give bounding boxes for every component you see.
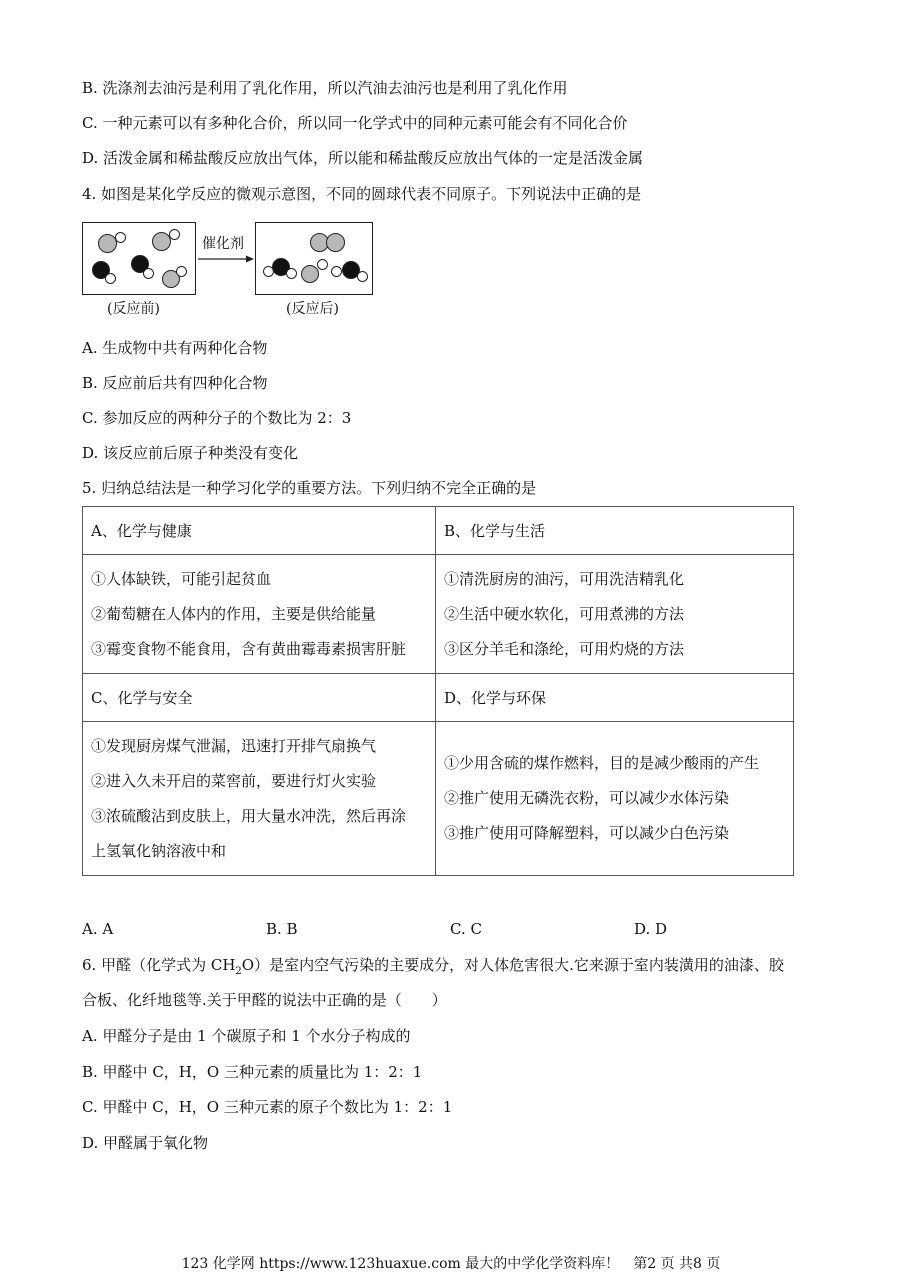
white-atom [331, 266, 342, 277]
white-atom [317, 259, 328, 270]
q4-stem: 4. 如图是某化学反应的微观示意图，不同的圆球代表不同原子。下列说法中正确的是 [82, 185, 642, 203]
gray-atom [326, 233, 345, 252]
q5-option-c: C. C [450, 920, 482, 938]
d-item: ③推广使用可降解塑料，可以减少白色污染 [444, 824, 730, 842]
white-atom [105, 273, 116, 284]
q3-option-d: D. 活泼金属和稀盐酸反应放出气体，所以能和稀盐酸反应放出气体的一定是活泼金属 [82, 149, 644, 167]
cell-a-content [83, 555, 436, 674]
white-atom [115, 232, 126, 243]
d-item: ②推广使用无磷洗衣粉，可以减少水体污染 [444, 789, 730, 807]
b-item: ②生活中硬水软化，可用煮沸的方法 [444, 604, 685, 623]
cell-d-content [436, 722, 794, 876]
q4-option-d: D. 该反应前后原子种类没有变化 [82, 444, 299, 462]
after-caption: (反应后) [286, 301, 339, 317]
b-item: ③区分羊毛和涤纶，可用灼烧的方法 [444, 639, 685, 658]
reaction-arrow [196, 254, 256, 264]
q3-option-c: C. 一种元素可以有多种化合价，所以同一化学式中的同种元素可能会有不同化合价 [82, 114, 628, 132]
q4-option-a: A. 生成物中共有两种化合物 [82, 339, 268, 357]
cell-c-heading: C、化学与安全 [83, 674, 436, 722]
cell-b-content [436, 555, 794, 674]
reaction-diagram [82, 222, 382, 322]
c-item: ③浓硫酸沾到皮肤上，用大量水冲洗，然后再涂 [91, 806, 407, 825]
before-reaction-box [82, 222, 196, 295]
q6-option-d: D. 甲醛属于氧化物 [82, 1134, 209, 1152]
a-item: ②葡萄糖在人体内的作用，主要是供给能量 [91, 604, 377, 623]
q4-option-c: C. 参加反应的两种分子的个数比为 2：3 [82, 409, 352, 427]
q5-option-b: B. B [266, 920, 298, 938]
page-footer: 123 化学网 https://www.123huaxue.com 最大的中学化学资料库！ 第2 页 共8 页 [181, 1256, 721, 1272]
before-caption: (反应前) [107, 301, 160, 317]
white-atom [143, 268, 154, 279]
q5-table [82, 506, 794, 876]
white-atom [286, 268, 297, 279]
d-item: ①少用含硫的煤作燃料，目的是减少酸雨的产生 [444, 754, 760, 772]
q6-option-c: C. 甲醛中 C，H，O 三种元素的原子个数比为 1：2：1 [82, 1098, 453, 1116]
q6-option-a: A. 甲醛分子是由 1 个碳原子和 1 个水分子构成的 [82, 1027, 411, 1045]
b-item: ①清洗厨房的油污，可用洗洁精乳化 [444, 569, 685, 588]
white-atom [357, 271, 368, 282]
c-item: ①发现厨房煤气泄漏，迅速打开排气扇换气 [91, 736, 377, 755]
cell-c-content [83, 722, 436, 876]
after-reaction-box [255, 222, 373, 295]
q6-option-b: B. 甲醛中 C，H，O 三种元素的质量比为 1：2：1 [82, 1063, 423, 1081]
q4-option-b: B. 反应前后共有四种化合物 [82, 374, 268, 392]
c-item: 上氢氧化钠溶液中和 [91, 841, 227, 860]
q6-stem-line1: 6. 甲醛（化学式为 $CH_2O$）是室内空气污染的主要成分，对人体危害很大.它来源于室内装潢用的油漆、胶 [82, 956, 784, 977]
cell-a-heading: A、化学与健康 [83, 507, 436, 555]
q5-option-a: A. A [82, 920, 114, 938]
q5-option-d: D. D [634, 920, 668, 938]
gray-atom [301, 265, 319, 283]
white-atom [169, 229, 180, 240]
q6-stem-line2: 合板、化纤地毯等.关于甲醛的说法中正确的是（ ） [82, 991, 447, 1009]
a-item: ①人体缺铁，可能引起贫血 [91, 569, 272, 588]
catalyst-label: 催化剂 [202, 236, 244, 252]
c-item: ②进入久未开启的菜窖前，要进行灯火实验 [91, 771, 377, 790]
white-atom [176, 266, 187, 277]
cell-d-heading: D、化学与环保 [436, 674, 794, 722]
q3-option-b: B. 洗涤剂去油污是利用了乳化作用，所以汽油去油污也是利用了乳化作用 [82, 79, 568, 97]
a-item: ③霉变食物不能食用，含有黄曲霉毒素损害肝脏 [91, 639, 407, 658]
q5-stem: 5. 归纳总结法是一种学习化学的重要方法。下列归纳不完全正确的是 [82, 479, 537, 497]
cell-b-heading: B、化学与生活 [436, 507, 794, 555]
